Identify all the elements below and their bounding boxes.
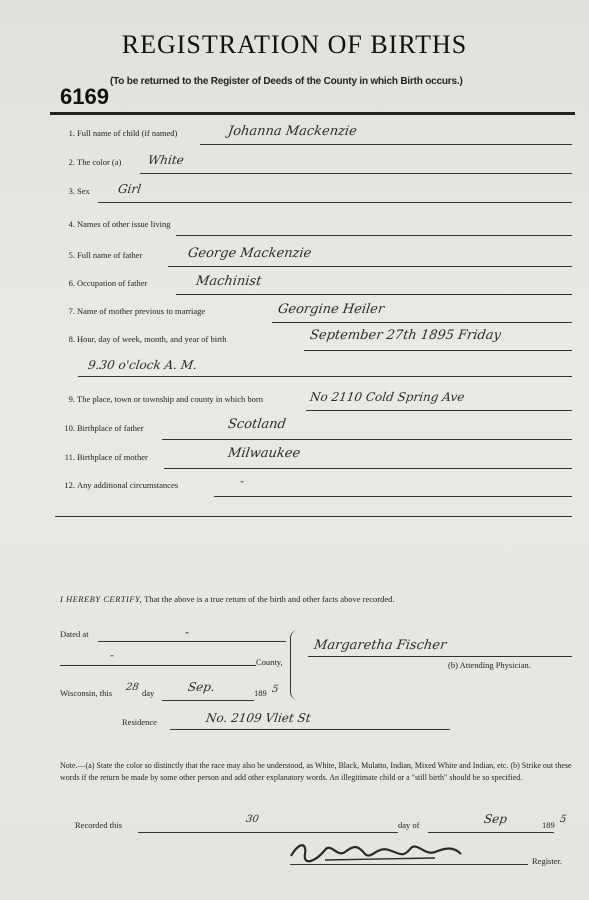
field-number: 3. — [68, 186, 75, 196]
birth-time-value: 9.30 o'clock A. M. — [87, 358, 199, 372]
brace-divider — [290, 630, 305, 700]
dated-at-value: - — [184, 625, 191, 639]
field-label: Birthplace of mother — [77, 452, 148, 462]
field-line — [304, 350, 572, 351]
sex-value: Girl — [117, 182, 142, 196]
color-value: White — [147, 153, 185, 167]
field-line — [98, 202, 572, 203]
register-line — [290, 864, 528, 865]
field-label: Birthplace of father — [77, 423, 144, 433]
dated-at-line — [98, 641, 286, 642]
year-prefix: 189 — [254, 688, 267, 698]
father-birthplace-value: Scotland — [226, 417, 287, 432]
field-number: 4. — [68, 219, 75, 229]
recorded-day-value: 30 — [245, 814, 260, 825]
physician-signature: Margaretha Fischer — [312, 638, 448, 653]
certify-day-value: 28 — [125, 682, 140, 693]
form-title: REGISTRATION OF BIRTHS — [121, 30, 468, 59]
county-line — [60, 665, 256, 666]
form-note: Note.—(a) State the color so distinctly that the race may also be understood, as White, Black, Mulatto, Indian, Mixed White and Indian, etc. (b) Strike out these words if the return be made by some other person and add other explanatory words. An illegitimate child or a "still birth" should be so specified. — [60, 761, 572, 782]
certify-heading: I HEREBY CERTIFY, — [60, 594, 143, 604]
field-label: The color (a) — [77, 157, 122, 167]
field-number: 9. — [68, 394, 75, 404]
recorded-month-line — [428, 832, 554, 833]
field-number: 10. — [64, 423, 75, 433]
field-line — [164, 468, 572, 469]
field-line — [200, 144, 572, 145]
field-number: 5. — [68, 250, 75, 260]
field-line — [272, 322, 572, 323]
county-value: - — [109, 648, 116, 662]
field-line — [78, 376, 572, 377]
field-label: Hour, day of week, month, and year of birth — [77, 334, 227, 344]
certify-text: That the above is a true return of the birth and other facts above recorded. — [144, 594, 395, 604]
field-label: Full name of father — [77, 250, 143, 260]
field-number: 6. — [68, 278, 75, 288]
field-label: Full name of child (if named) — [77, 128, 178, 138]
birth-date-value: September 27th 1895 Friday — [308, 328, 502, 343]
dated-at-label: Dated at — [60, 629, 89, 639]
child-name-value: Johanna Mackenzie — [226, 124, 358, 139]
field-line — [162, 439, 572, 440]
field-label: Occupation of father — [77, 278, 148, 288]
field-line — [306, 410, 572, 411]
recorded-year-suffix: 5 — [559, 814, 568, 825]
residence-label: Residence — [122, 717, 157, 727]
county-label: County, — [256, 657, 283, 667]
field-label: The place, town or township and county in which born — [77, 394, 264, 404]
field-number: 7. — [68, 306, 75, 316]
field-number: 8. — [68, 334, 75, 344]
day-of-label: day of — [398, 820, 420, 830]
recorded-label: Recorded this — [75, 820, 122, 830]
physician-label: (b) Attending Physician. — [448, 660, 531, 670]
certify-month-value: Sep. — [187, 680, 216, 694]
recorded-day-line — [138, 832, 398, 833]
mother-birthplace-value: Milwaukee — [226, 446, 302, 461]
field-number: 2. — [68, 157, 75, 167]
field-label: Sex — [77, 186, 90, 196]
additional-circumstances-value: - — [239, 474, 246, 488]
field-line — [176, 235, 572, 236]
header-rule — [50, 112, 575, 115]
physician-line — [308, 656, 572, 657]
father-name-value: George Mackenzie — [186, 246, 313, 261]
father-occupation-value: Machinist — [194, 274, 263, 289]
field-line — [214, 496, 572, 497]
birthplace-value: No 2110 Cold Spring Ave — [309, 390, 466, 404]
register-label: Register. — [532, 856, 562, 866]
certification-statement — [60, 594, 395, 604]
register-signature — [285, 838, 465, 866]
form-subtitle: (To be returned to the Register of Deeds of the County in which Birth occurs.) — [110, 76, 463, 87]
field-label: Names of other issue living — [77, 219, 171, 229]
field-number: 12. — [64, 480, 75, 490]
recorded-month-value: Sep — [483, 812, 508, 826]
day-label: day — [142, 688, 155, 698]
field-line — [55, 516, 572, 517]
certify-year-suffix: 5 — [271, 684, 280, 695]
wisconsin-label: Wisconsin, this — [60, 688, 113, 698]
field-label: Name of mother previous to marriage — [77, 306, 206, 316]
residence-line — [170, 729, 450, 730]
field-number: 1. — [68, 128, 75, 138]
field-line — [168, 266, 572, 267]
field-label: Any additional circumstances — [77, 480, 179, 490]
field-number: 11. — [64, 452, 75, 462]
residence-value: No. 2109 Vliet St — [205, 711, 312, 725]
recorded-year-prefix: 189 — [542, 820, 555, 830]
mother-maiden-name-value: Georgine Heiler — [276, 302, 386, 317]
record-number: 6169 — [60, 84, 109, 109]
field-line — [176, 294, 572, 295]
field-line — [140, 173, 572, 174]
month-line — [162, 700, 254, 701]
